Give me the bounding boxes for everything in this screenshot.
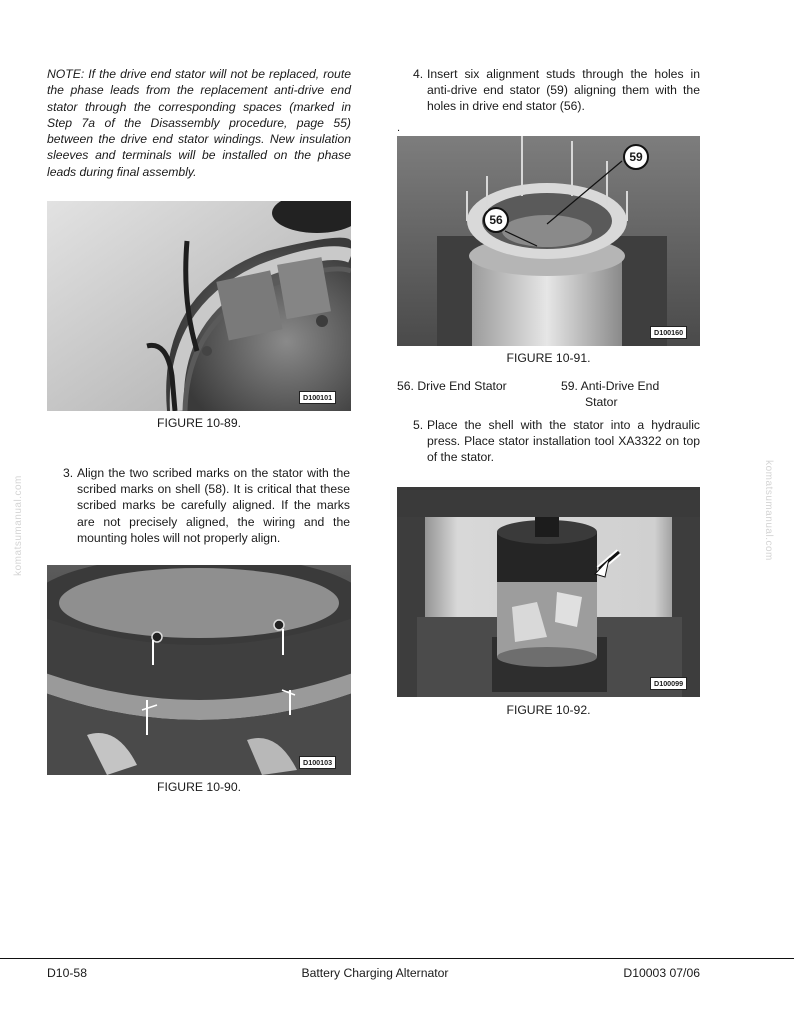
legend-line: Stator <box>585 395 618 410</box>
legend-item-59 <box>561 378 701 410</box>
figure-10-89-photo <box>47 201 351 411</box>
step-3 <box>63 465 350 546</box>
figure-10-92-photo <box>397 487 700 697</box>
step-5 <box>413 417 700 466</box>
legend-line: 59. Anti-Drive End <box>561 379 660 393</box>
hydraulic-press-photo <box>397 487 700 697</box>
footer-section-title: Battery Charging Alternator <box>301 966 449 980</box>
step-number: 5. <box>413 418 424 432</box>
stator-studs-photo <box>397 136 700 346</box>
figure-code: D100160 <box>650 326 687 339</box>
footer-doc-code: D10003 07/06 <box>623 966 700 980</box>
figure-caption: FIGURE 10-91. <box>506 351 591 365</box>
figure-caption: FIGURE 10-90. <box>157 780 241 794</box>
watermark-right: komatsumanual.com <box>762 460 774 561</box>
step-4 <box>413 66 700 115</box>
stray-dot: . <box>397 122 401 134</box>
callout-56: 56 <box>483 207 509 233</box>
legend-item-56: 56. Drive End Stator <box>397 379 507 393</box>
footer-divider <box>0 958 794 959</box>
figure-code: D100099 <box>650 677 687 690</box>
step-number: 4. <box>413 67 424 81</box>
step-text: Align the two scribed marks on the stator with the scribed marks on shell (58). It is critical that these scribed marks be carefully aligned. If the marks are not precisely aligned, the wiring and the mounting holes will not properly align. <box>77 466 350 545</box>
figure-caption: FIGURE 10-92. <box>506 703 591 717</box>
stator-shell-photo <box>47 565 351 775</box>
footer-page-number: D10-58 <box>47 966 87 980</box>
figure-caption: FIGURE 10-89. <box>157 416 241 430</box>
step-text: Place the shell with the stator into a hydraulic press. Place stator installation tool XA3322 on top of the stator. <box>427 418 700 465</box>
callout-59: 59 <box>623 144 649 170</box>
figure-10-91-photo <box>397 136 700 346</box>
step-number: 3. <box>63 466 74 480</box>
note-paragraph: NOTE: If the drive end stator will not be replaced, route the phase leads from the replacement anti-drive end stator through the corresponding spaces (marked in Step 7a of the Disassembly procedure, page 55) between the drive end stator windings. New insulation sleeves and terminals will be installed on the phase leads during final assembly. <box>47 67 351 179</box>
figure-code: D100101 <box>299 391 336 404</box>
step-text: Insert six alignment studs through the holes in anti-drive end stator (59) aligning them with the holes in drive end stator (56). <box>427 67 700 114</box>
stator-winding-photo <box>47 201 351 411</box>
watermark-left: komatsumanual.com <box>12 475 24 576</box>
figure-code: D100103 <box>299 756 336 769</box>
figure-10-90-photo <box>47 565 351 775</box>
